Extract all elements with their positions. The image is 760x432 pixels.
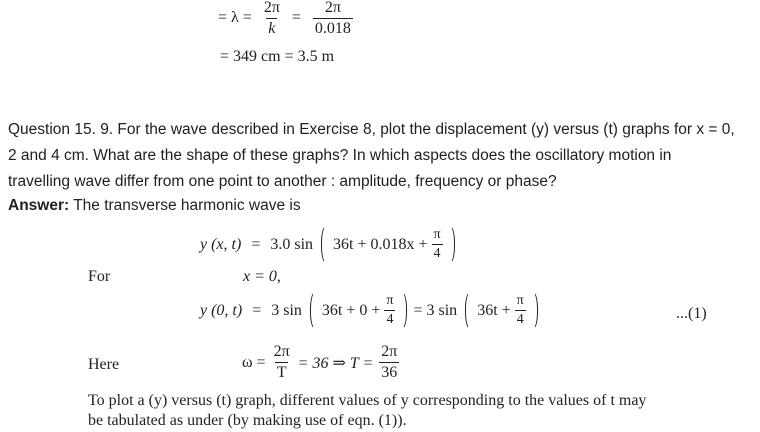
wave-equation: y (x, t) = 3.0 sin 36t + 0.018x + $\frac{\pi}{4}$ <box>200 228 455 261</box>
question-line-2: 2 and 4 cm. What are the shape of these graphs? In which aspects does the oscillatory motion in <box>8 147 672 164</box>
lambda-lhs: = λ = <box>218 9 252 27</box>
answer-text: The transverse harmonic wave is <box>73 197 301 214</box>
here-label: Here <box>88 356 120 373</box>
wavelength-result: = 349 cm = 3.5 m <box>220 48 335 65</box>
question-line-1: Question 15. 9. For the wave described in Exercise 8, plot the displacement (y) versus (t) graphs for x = 0, <box>8 121 735 138</box>
wave-equation-x0: y (0, t) = 3 sin 36t + 0 + $\frac{\pi}{4}$ = 3 sin 36t + $\frac{\pi}{4}$ <box>200 294 538 327</box>
two-pi-over-k-value: $\frac{2\pi}{0.018}$ <box>314 0 351 37</box>
answer-label: Answer: <box>8 197 70 214</box>
top-equation: = λ = $\frac{2\pi}{k}$ = $\frac{2\pi}{0.018}$ <box>218 0 351 37</box>
question-line-3: travelling wave differ from one point to another : amplitude, frequency or phase? <box>8 173 557 190</box>
for-label: For <box>88 268 111 285</box>
omega-equation: ω = $\frac{2\pi}{T}$ = 36 ⇒ T = $\frac{2\pi}{36}$ <box>242 343 398 381</box>
answer-line <box>8 197 301 215</box>
wave-phase-paren: 36t + 0.018x + $\frac{\pi}{4}$ <box>321 228 455 261</box>
for-expr: x = 0, <box>243 268 281 285</box>
paragraph-line-2: be tabulated as under (by making use of eqn. (1)). <box>88 412 407 429</box>
two-pi-over-k: $\frac{2\pi}{k}$ <box>263 0 280 37</box>
paragraph-line-1: To plot a (y) versus (t) graph, different values of y corresponding to the values of t may <box>88 392 647 409</box>
equation-tag: ...(1) <box>676 305 707 322</box>
